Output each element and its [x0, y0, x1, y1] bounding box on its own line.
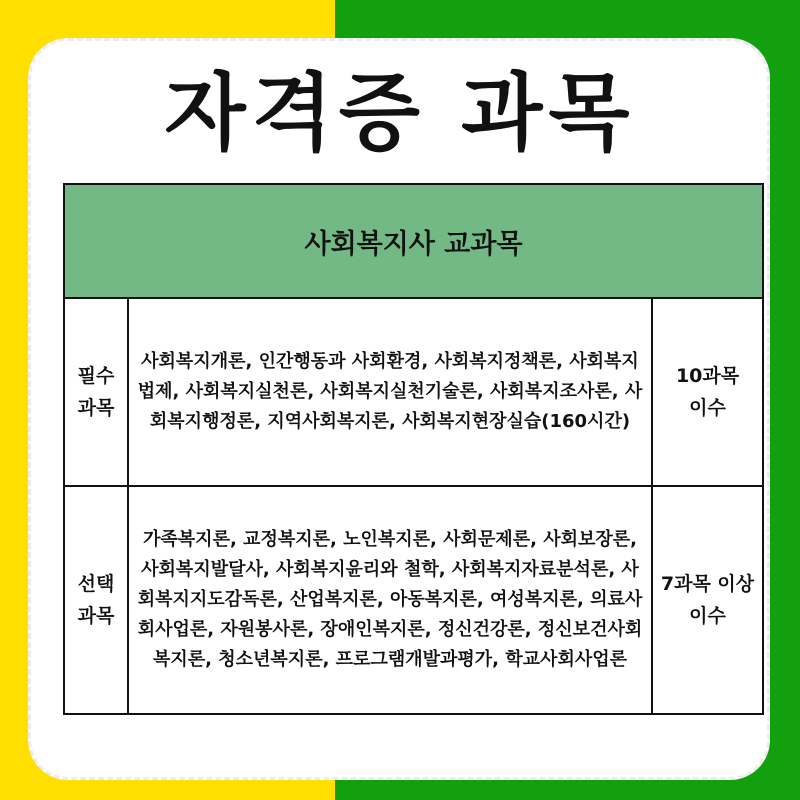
- table-row-required: [64, 298, 763, 486]
- category-cell-required: [64, 298, 128, 486]
- category-label: 선택: [77, 573, 115, 595]
- table-header-row: [64, 184, 763, 298]
- requirement-cell-required: [652, 298, 763, 486]
- requirement-label: 7과목 이상: [660, 573, 755, 595]
- requirement-label: 이수: [689, 605, 726, 627]
- category-label: 필수: [77, 365, 115, 387]
- requirement-cell-elective: [652, 486, 763, 714]
- subjects-cell-elective: 가족복지론, 교정복지론, 노인복지론, 사회문제론, 사회보장론, 사회복지발달사, 사회복지윤리와 철학, 사회복지자료분석론, 사회복지지도감독론, 산업복지론, 아동복지론, 여성복지론, 의료사회사업론, 자원봉사론, 장애인복지론, 정신건강론, 정신보건사회복지론, 청소년복지론, 프로그램개발과평가, 학교사회사업론: [128, 486, 652, 714]
- page-title: 자격증 과목: [164, 64, 636, 162]
- table-header: 사회복지사 교과목: [64, 184, 763, 298]
- category-label: 과목: [77, 605, 115, 627]
- category-cell-elective: [64, 486, 128, 714]
- requirement-label: 이수: [689, 397, 726, 419]
- requirement-label: 10과목: [675, 365, 740, 387]
- table-row-elective: [64, 486, 763, 714]
- subjects-cell-required: 사회복지개론, 인간행동과 사회환경, 사회복지정책론, 사회복지법제, 사회복지실천론, 사회복지실천기술론, 사회복지조사론, 사회복지행정론, 지역사회복지론, 사회복지현장실습(160시간): [128, 298, 652, 486]
- curriculum-table: [63, 183, 764, 715]
- category-label: 과목: [77, 397, 115, 419]
